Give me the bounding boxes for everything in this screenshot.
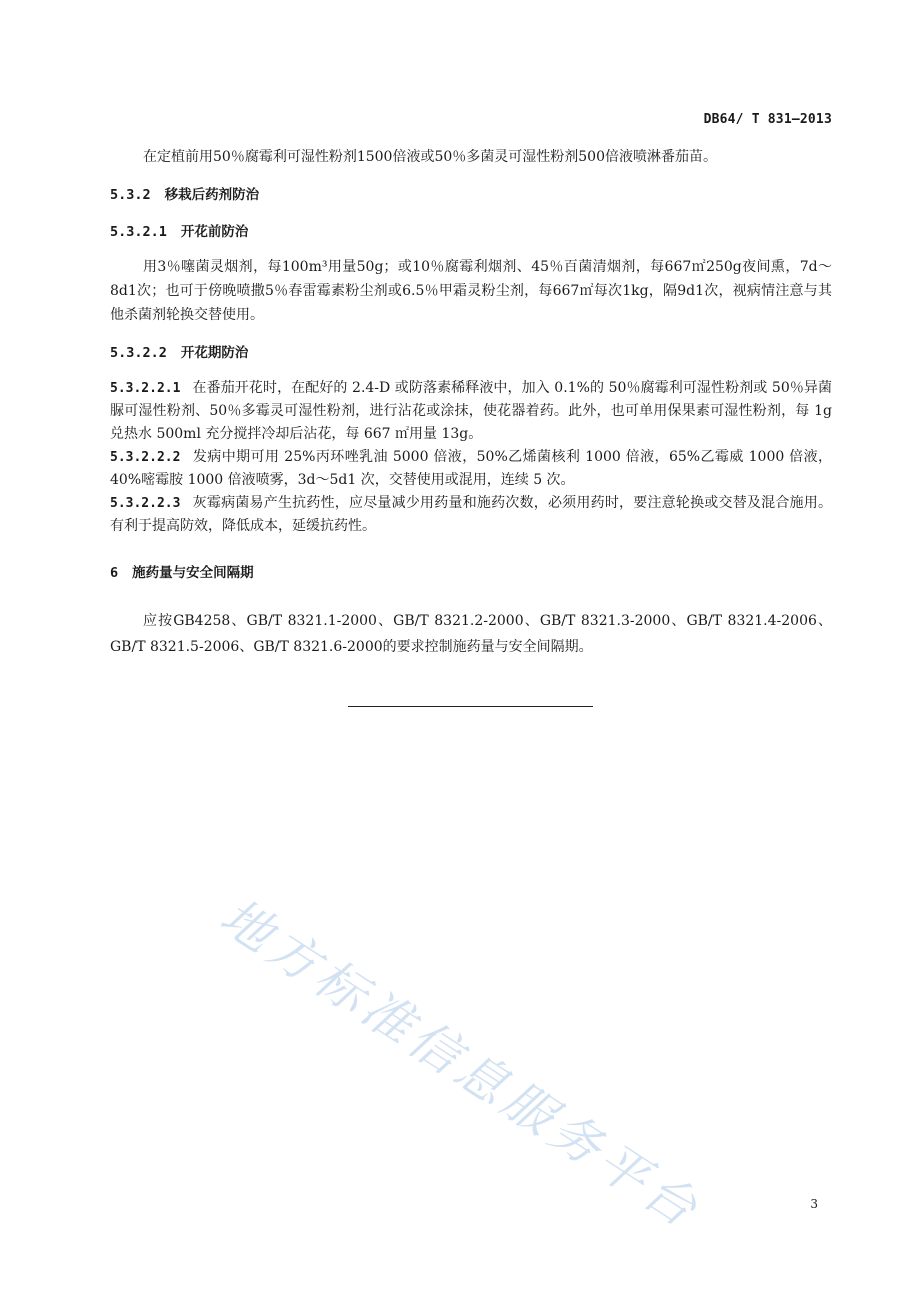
document-code: DB64/ T 831—2013 bbox=[703, 112, 832, 127]
section-number: 5.3.2.1 bbox=[110, 224, 167, 240]
section-heading-5-3-2-1 bbox=[110, 221, 832, 243]
page-number: 3 bbox=[810, 1197, 818, 1211]
section-number: 5.3.2 bbox=[110, 187, 151, 203]
clause-number: 5.3.2.2.2 bbox=[110, 450, 181, 465]
section-title: 开花期防治 bbox=[180, 345, 249, 361]
section-heading-5-3-2 bbox=[110, 184, 832, 206]
clause-text: 在番茄开花时，在配好的 2.4-D 或防落素稀释液中，加入 0.1%的 50％腐霉利可湿性粉剂或 50％异菌脲可湿性粉剂、50％多霉灵可湿性粉剂，进行沾花或涂抹，使花器着药。此外，也可单用保果素可湿性粉剂，每 1g 兑热水 500ml 充分搅拌冷却后沾花，每 667 ㎡用量 13g。 bbox=[110, 380, 832, 442]
clause-text: 发病中期可用 25%丙环唑乳油 5000 倍液，50%乙烯菌核利 1000 倍液，65%乙霉威 1000 倍液，40%嘧霉胺 1000 倍液喷雾，3d～5d1 次，交替使用或混用，连续 5 次。 bbox=[110, 449, 832, 488]
section-heading-6 bbox=[110, 562, 832, 584]
section-6-paragraph: 应按GB4258、GB/T 8321.1-2000、GB/T 8321.2-2000、GB/T 8321.3-2000、GB/T 8321.4-2006、GB/T 8321.5-2006、GB/T 8321.6-2000的要求控制施药量与安全间隔期。 bbox=[110, 613, 832, 655]
clause-text: 灰霉病菌易产生抗药性，应尽量减少用药量和施药次数，必须用药时，要注意轮换或交替及混合施用。有利于提高防效，降低成本，延缓抗药性。 bbox=[110, 495, 832, 534]
clause-5-3-2-2-2 bbox=[110, 446, 832, 492]
end-of-document-rule bbox=[348, 706, 593, 707]
document-body bbox=[110, 146, 832, 660]
clause-5-3-2-2-1 bbox=[110, 377, 832, 446]
section-title: 开花前防治 bbox=[180, 224, 249, 240]
watermark-text: 地方标准信息服务平台 bbox=[210, 887, 712, 1241]
clause-number: 5.3.2.2.1 bbox=[110, 381, 181, 396]
section-number: 5.3.2.2 bbox=[110, 345, 167, 361]
section-5-3-2-1-paragraph: 用3％噻菌灵烟剂，每100m³用量50g；或10％腐霉利烟剂、45％百菌清烟剂，每667㎡250g夜间熏，7d～8d1次；也可于傍晚喷撒5％春雷霉素粉尘剂或6.5％甲霜灵粉尘剂，每667㎡每次1kg，隔9d1次，视病情注意与其他杀菌剂轮换交替使用。 bbox=[110, 259, 832, 323]
clause-5-3-2-2-3 bbox=[110, 492, 832, 538]
section-heading-5-3-2-2 bbox=[110, 342, 832, 364]
section-title: 施药量与安全间隔期 bbox=[132, 565, 254, 581]
section-title: 移栽后药剂防治 bbox=[164, 187, 260, 203]
section-number: 6 bbox=[110, 565, 119, 581]
clause-number: 5.3.2.2.3 bbox=[110, 496, 181, 511]
intro-paragraph: 在定植前用50％腐霉利可湿性粉剂1500倍液或50％多菌灵可湿性粉剂500倍液喷淋番茄苗。 bbox=[143, 149, 717, 165]
